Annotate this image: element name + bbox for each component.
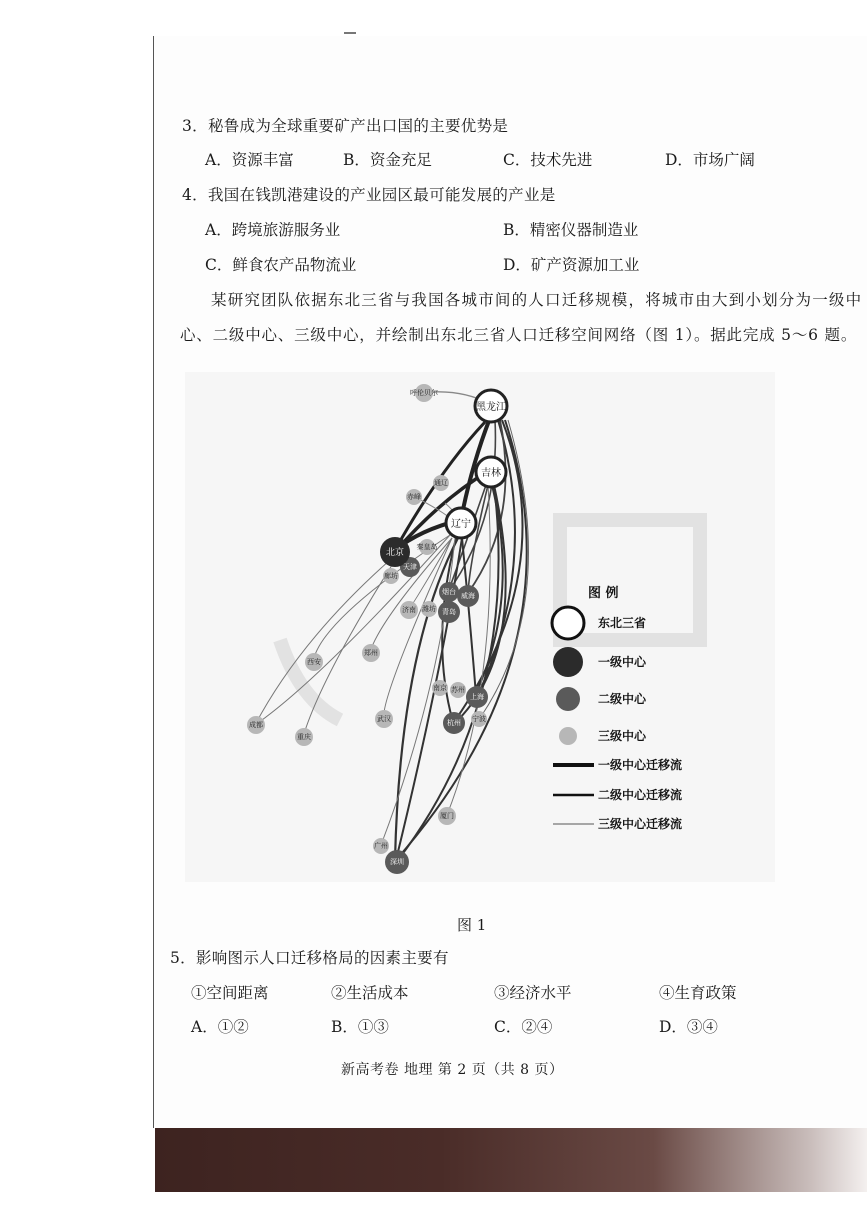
- label-ningbo: 宁波: [472, 715, 486, 723]
- figure-caption: 图 1: [457, 916, 487, 934]
- label-chifeng: 赤峰: [407, 493, 421, 501]
- q4-option-c: C．鲜食农产品物流业: [205, 256, 357, 274]
- q4-option-d: D．矿产资源加工业: [503, 256, 640, 274]
- label-yantai: 烟台: [442, 588, 456, 596]
- legend-symbol-third: [559, 727, 577, 745]
- q5-factor-1: ①空间距离: [191, 984, 269, 1002]
- q3-option-c: C．技术先进: [503, 151, 593, 169]
- label-zhengzhou: 郑州: [364, 649, 378, 657]
- legend-symbol-province: [552, 607, 584, 639]
- label-weifang: 潍坊: [422, 605, 436, 613]
- q5-stem: 5．影响图示人口迁移格局的因素主要有: [170, 949, 449, 967]
- q3-option-a: A．资源丰富: [205, 151, 294, 169]
- label-beijing: 北京: [385, 548, 405, 558]
- legend-label-third-flow: 三级中心迁移流: [598, 817, 683, 831]
- label-shenzhen: 深圳: [390, 858, 404, 866]
- q5-factor-3: ③经济水平: [494, 984, 572, 1002]
- label-tianjin: 天津: [403, 563, 417, 571]
- label-shanghai: 上海: [470, 693, 484, 701]
- legend-label-first: 一级中心: [598, 655, 647, 669]
- legend-symbol-first: [553, 647, 583, 677]
- label-suzhou: 苏州: [451, 686, 465, 694]
- label-hangzhou: 杭州: [447, 719, 461, 727]
- q3-option-b: B．资金充足: [343, 151, 432, 169]
- label-chengdu: 成都: [249, 721, 263, 729]
- scan-background-edge: [155, 1128, 867, 1192]
- legend-title: 图 例: [588, 586, 619, 601]
- intro-line-2: 心、二级中心、三级中心，并绘制出东北三省人口迁移空间网络（图 1）。据此完成 5～6 题。: [180, 326, 858, 344]
- q4-option-a: A．跨境旅游服务业: [205, 221, 341, 239]
- label-heilongjiang: 黑龙江: [476, 402, 506, 413]
- legend-label-province: 东北三省: [598, 616, 647, 630]
- migration-network-figure: [185, 372, 775, 882]
- q5-factor-2: ②生活成本: [331, 984, 409, 1002]
- q3-stem: 3．秘鲁成为全球重要矿产出口国的主要优势是: [182, 117, 509, 135]
- page-footer: 新高考卷 地理 第 2 页（共 8 页）: [341, 1062, 564, 1078]
- label-weihai: 威海: [461, 592, 475, 600]
- label-chongqing: 重庆: [297, 733, 311, 741]
- q4-stem: 4．我国在钱凯港建设的产业园区最可能发展的产业是: [182, 186, 556, 204]
- legend-label-first-flow: 一级中心迁移流: [598, 758, 683, 772]
- label-langfang: 廊坊: [384, 572, 398, 580]
- label-qinhuangdao: 秦皇岛: [416, 543, 438, 551]
- q5-option-a: A．①②: [191, 1018, 249, 1036]
- q3-option-d: D．市场广阔: [665, 151, 755, 169]
- label-tongliao: 通辽: [434, 479, 448, 487]
- label-xiamen: 厦门: [440, 812, 454, 820]
- label-wuhan: 武汉: [377, 715, 391, 723]
- label-liaoning: 辽宁: [451, 519, 471, 530]
- label-qingdao: 青岛: [442, 608, 456, 616]
- q5-option-d: D．③④: [659, 1018, 718, 1036]
- legend-label-third: 三级中心: [598, 729, 647, 743]
- label-jilin: 吉林: [481, 468, 501, 479]
- label-guangzhou: 广州: [374, 842, 388, 850]
- q4-option-b: B．精密仪器制造业: [503, 221, 639, 239]
- q5-option-c: C．②④: [494, 1018, 553, 1036]
- q5-factor-4: ④生育政策: [659, 984, 737, 1002]
- label-xian: 西安: [307, 658, 321, 666]
- scan-mark: [344, 32, 356, 34]
- legend-label-second: 二级中心: [598, 692, 647, 706]
- intro-line-1: 某研究团队依据东北三省与我国各城市间的人口迁移规模，将城市由大到小划分为一级中: [211, 291, 863, 309]
- label-nanjing: 南京: [433, 684, 447, 692]
- legend-symbol-second: [556, 687, 580, 711]
- label-hulunbuir: 呼伦贝尔: [410, 389, 438, 397]
- label-jinan: 济南: [402, 606, 416, 614]
- q5-option-b: B．①③: [331, 1018, 389, 1036]
- legend-label-second-flow: 二级中心迁移流: [598, 788, 683, 802]
